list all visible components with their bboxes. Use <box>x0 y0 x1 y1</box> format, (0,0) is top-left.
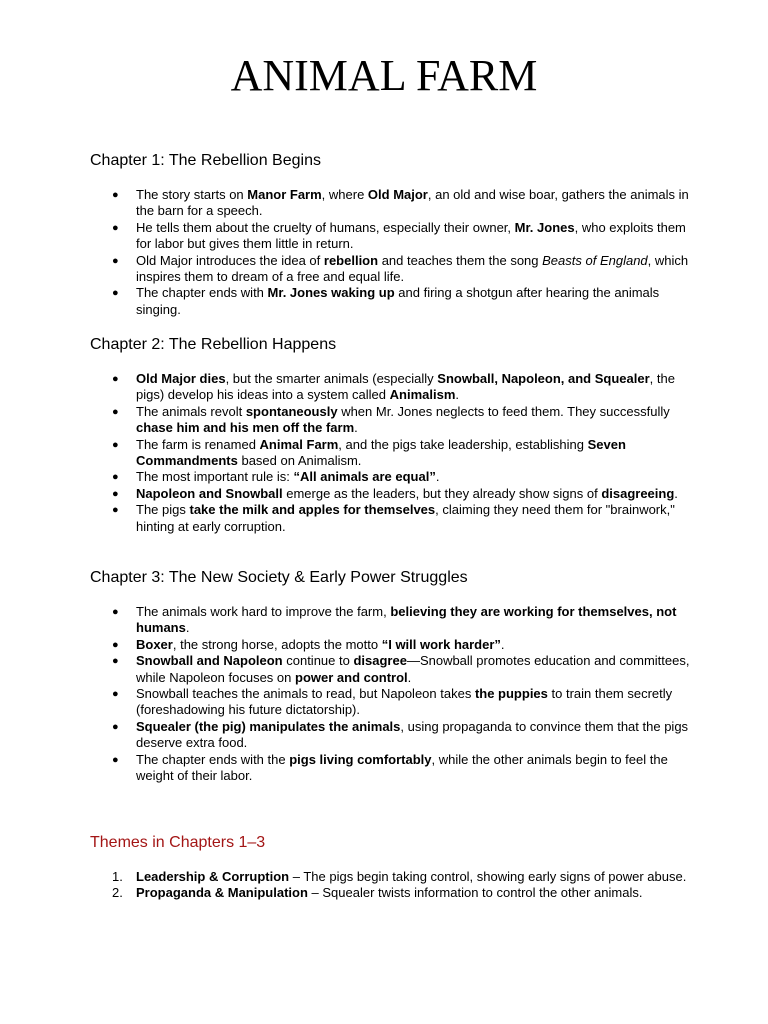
list-item <box>90 869 690 885</box>
bullet-marker: ● <box>112 606 119 618</box>
list-item <box>90 637 690 653</box>
chapter-3-heading: Chapter 3: The New Society & Early Power Struggles <box>90 569 468 586</box>
bullet-marker: ● <box>112 504 119 517</box>
bold-text: believing they are working for themselves, not humans <box>136 604 677 636</box>
list-item <box>90 885 690 901</box>
text-run: – Squealer twists information to control the other animals. <box>307 885 643 901</box>
themes-section <box>90 832 690 902</box>
text-run: The farm is renamed <box>136 436 260 452</box>
text-run: when Mr. Jones neglects to feed them. They successfully <box>337 403 670 419</box>
text-run: , using propaganda to convince them that the pigs deserve extra food. <box>136 718 689 751</box>
bold-text: take the milk and apples for themselves <box>189 502 436 518</box>
bullet-marker: ● <box>112 753 119 766</box>
text-run: . <box>500 636 505 652</box>
list-item <box>90 604 690 637</box>
bullet-marker: ● <box>112 720 119 733</box>
list-item <box>90 404 690 437</box>
text-run: , and the pigs take leadership, establishing <box>338 436 588 452</box>
text-run: Snowball teaches the animals to read, but Napoleon takes <box>136 686 475 702</box>
text-run: , the strong horse, adopts the motto <box>172 636 382 652</box>
list-item <box>90 719 690 752</box>
text-run: . <box>455 387 460 403</box>
chapter-2-list <box>90 371 690 535</box>
bold-text: Mr. Jones waking up <box>267 285 395 301</box>
list-item <box>90 253 690 286</box>
bullet-marker: ● <box>112 221 119 234</box>
text-run: emerge as the leaders, but they already show signs of <box>282 485 602 501</box>
list-number: 2. <box>112 885 123 901</box>
bullet-marker: ● <box>112 638 119 651</box>
bold-text: Manor Farm <box>247 187 322 202</box>
bold-text: power and control <box>295 669 408 685</box>
bullet-marker: ● <box>112 471 119 484</box>
document-title: ANIMAL FARM <box>230 51 538 100</box>
chapter-3-list <box>90 604 690 784</box>
bold-text: disagree <box>353 653 407 669</box>
text-run: , claiming they need them for "brainwork," hinting at early corruption. <box>136 502 675 534</box>
bold-text: Seven Commandments <box>136 436 626 469</box>
bold-text: pigs living comfortably <box>289 751 432 767</box>
text-run: continue to <box>282 653 354 669</box>
list-item <box>90 486 690 502</box>
bullet-marker: ● <box>112 487 119 500</box>
bullet-marker: ● <box>112 438 119 451</box>
bold-text: Leadership & Corruption <box>136 869 290 884</box>
text-run: , which inspires them to dream of a free and equal life. <box>136 252 689 285</box>
text-run: – The pigs begin taking control, showing early signs of power abuse. <box>289 869 687 884</box>
bold-text: Mr. Jones <box>514 219 575 235</box>
bold-text: chase him and his men off the farm <box>136 420 355 436</box>
bullet-marker: ● <box>112 189 119 201</box>
list-item <box>90 285 690 318</box>
text-run: and teaches them the song <box>378 252 543 268</box>
italic-text: Beasts of England <box>542 252 648 268</box>
text-run: and firing a shotgun after hearing the animals singing. <box>136 285 660 317</box>
chapter-2-section <box>90 334 690 535</box>
chapter-3-section <box>90 567 690 784</box>
chapter-2-heading: Chapter 2: The Rebellion Happens <box>90 336 337 353</box>
list-item <box>90 502 690 535</box>
text-run: , where <box>321 187 368 202</box>
chapter-1-heading: Chapter 1: The Rebellion Begins <box>90 152 321 169</box>
bold-text: Napoleon and Snowball <box>136 485 283 501</box>
text-run: to train them secretly (foreshadowing his future dictatorship). <box>136 686 673 718</box>
bold-text: Snowball and Napoleon <box>136 653 283 669</box>
list-item <box>90 220 690 253</box>
list-item <box>90 686 690 719</box>
bold-text: Boxer <box>136 636 173 652</box>
text-run: The chapter ends with <box>136 285 268 301</box>
bullet-marker: ● <box>112 254 119 267</box>
text-run: He tells them about the cruelty of humans, especially their owner, <box>136 219 515 235</box>
list-item <box>90 187 690 220</box>
text-run: . <box>407 669 412 685</box>
list-item <box>90 371 690 404</box>
text-run: . <box>674 485 678 501</box>
text-run: The chapter ends with the <box>136 751 290 767</box>
text-run: —Snowball promotes education and committees, while Napoleon focuses on <box>136 653 690 685</box>
text-run: The most important rule is: <box>136 469 294 485</box>
bold-text: spontaneously <box>245 403 338 419</box>
list-item <box>90 752 690 785</box>
text-run: , but the smarter animals (especially <box>225 371 438 386</box>
bold-text: Animal Farm <box>259 436 339 452</box>
text-run: , an old and wise boar, gathers the animals in the barn for a speech. <box>136 187 689 219</box>
bullet-marker: ● <box>112 655 119 668</box>
bold-text: Old Major dies <box>136 371 226 386</box>
list-item <box>90 437 690 470</box>
text-run: . <box>354 420 358 436</box>
list-item <box>90 469 690 485</box>
text-run: The animals revolt <box>136 403 246 419</box>
text-run: based on Animalism. <box>237 453 362 469</box>
list-number: 1. <box>112 869 123 884</box>
bold-text: “All animals are equal” <box>293 469 436 485</box>
bold-text: disagreeing <box>601 485 675 501</box>
bold-text: the puppies <box>474 686 548 702</box>
text-run: . <box>185 620 190 636</box>
bullet-marker: ● <box>112 373 119 385</box>
text-run: The pigs <box>136 502 190 518</box>
bullet-marker: ● <box>112 688 119 701</box>
chapter-1-section <box>90 150 690 318</box>
bold-text: Old Major <box>367 187 428 202</box>
text-run: , while the other animals begin to feel the weight of their labor. <box>136 751 668 784</box>
text-run: , who exploits them for labor but gives them little in return. <box>136 219 686 252</box>
bold-text: Animalism <box>389 387 456 403</box>
themes-heading: Themes in Chapters 1–3 <box>90 834 266 851</box>
bold-text: Snowball, Napoleon, and Squealer <box>437 371 650 386</box>
bold-text: Squealer (the pig) manipulates the animals <box>136 718 401 734</box>
bold-text: “I will work harder” <box>381 636 501 652</box>
text-run: . <box>435 469 440 485</box>
themes-list <box>90 869 690 902</box>
bold-text: Propaganda & Manipulation <box>136 885 308 901</box>
bullet-marker: ● <box>112 287 119 300</box>
chapter-1-list <box>90 187 690 318</box>
text-run: The animals work hard to improve the farm, <box>136 604 391 619</box>
list-item <box>90 653 690 686</box>
bullet-marker: ● <box>112 405 119 418</box>
text-run: , the pigs) develop his ideas into a system called <box>136 371 675 403</box>
bold-text: rebellion <box>323 252 379 268</box>
text-run: Old Major introduces the idea of <box>136 252 324 268</box>
text-run: The story starts on <box>136 187 248 202</box>
